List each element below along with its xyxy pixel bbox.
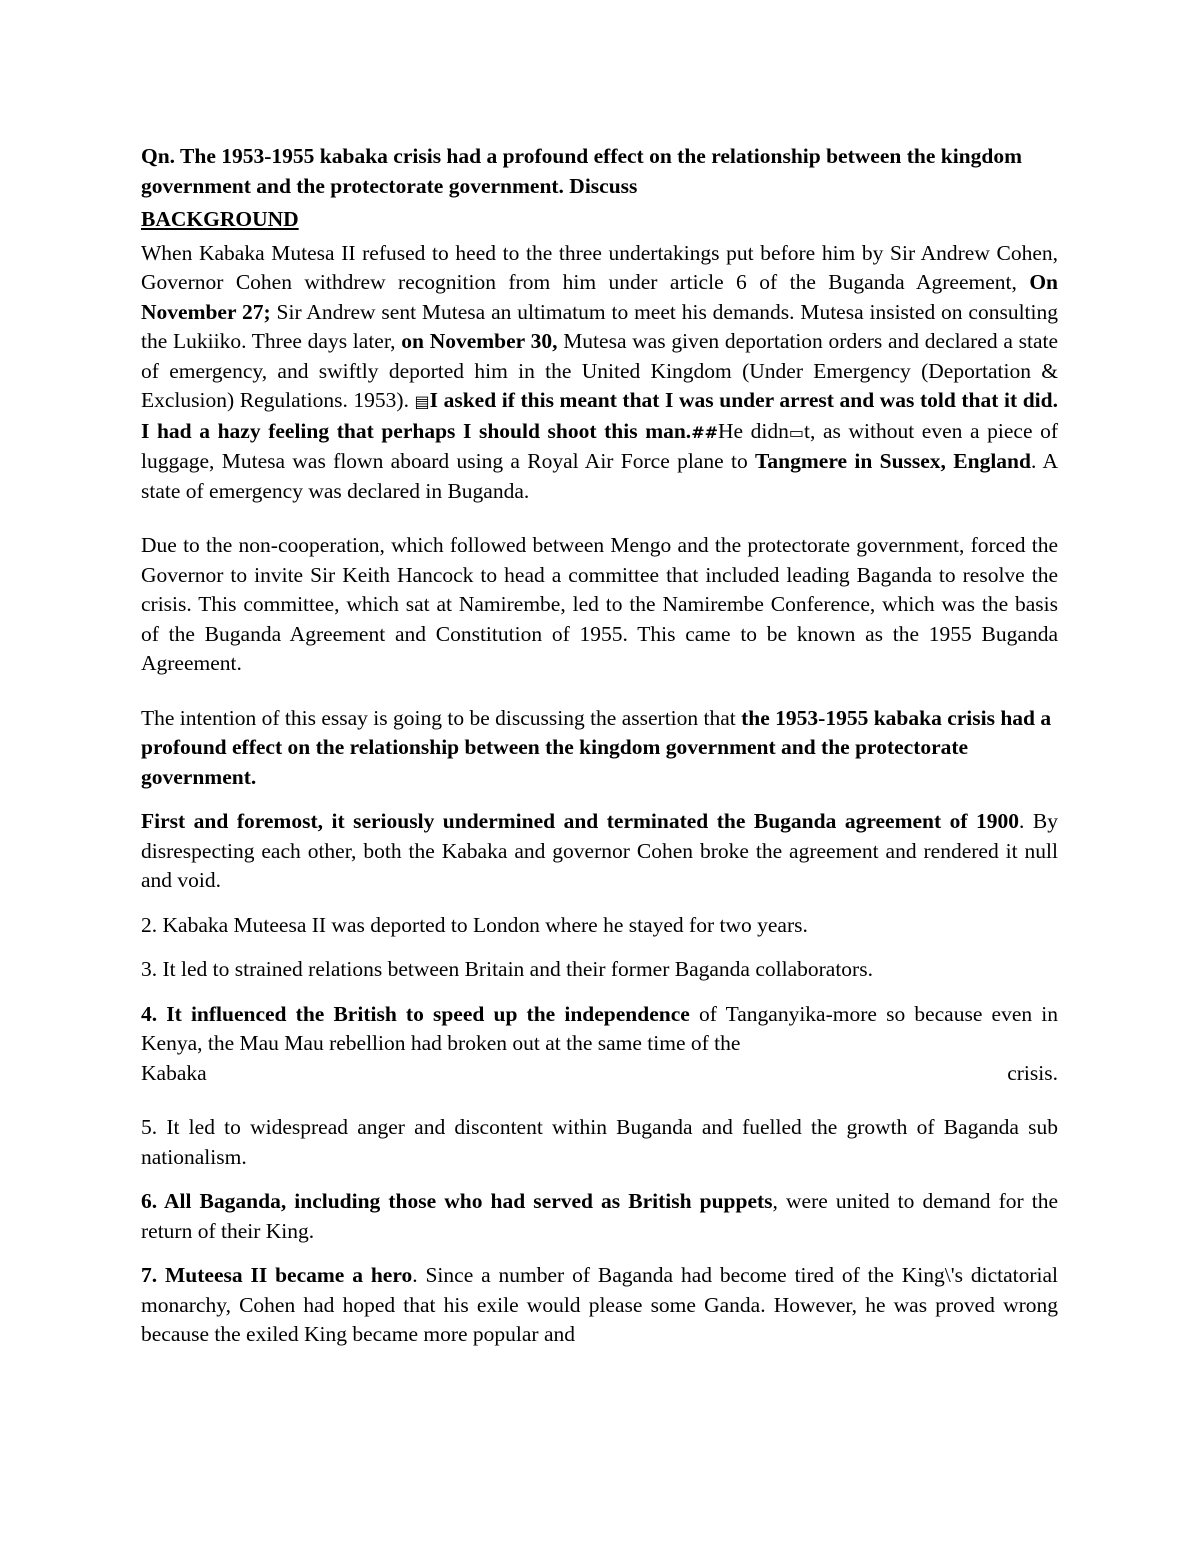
- text-run: The intention of this essay is going to be discussing the assertion that: [141, 705, 742, 730]
- text-run: . By disrespecting each other, both the Kabaka and governor Cohen broke the agreement and rendered it null and void.: [141, 809, 1059, 892]
- point-1: [141, 807, 1058, 896]
- point-4-last-line: [141, 1059, 1058, 1089]
- paragraph-intention: [141, 704, 1058, 793]
- point-6: [141, 1187, 1058, 1246]
- text-run: Mutesa was given deportation orders and declared a state of emergency, and swiftly deported him in the United Kingdom (Under Emergency (Deportation & Exclusion) Regulations. 1953).: [141, 329, 1058, 412]
- bold-run: First and foremost, it seriously undermined and terminated the Buganda agreement of 1900: [141, 809, 1020, 833]
- paragraph-non-cooperation: Due to the non-cooperation, which followed between Mengo and the protectorate government, forced the Governor to invite Sir Keith Hancock to head a committee that included leading Baganda to resolve the crisis. This committee, which sat at Namirembe, led to the Namirembe Conference, which was the basis of the Buganda Agreement and Constitution of 1955. This came to be known as the 1955 Buganda Agreement.: [141, 533, 1058, 675]
- text-run: , were united to demand for the return of their King.: [141, 1189, 1058, 1243]
- text-run: He didn: [718, 418, 789, 443]
- garbled-glyph-icon: ##: [691, 422, 718, 442]
- bold-run: on November 30,: [401, 329, 558, 353]
- point-4: [141, 1000, 1058, 1089]
- point-7: [141, 1261, 1058, 1350]
- bold-run: 4. It influenced the British to speed up the independence: [141, 1001, 690, 1026]
- text-run: Kabaka: [141, 1060, 207, 1085]
- paragraph-background: [141, 239, 1058, 507]
- bold-run: 7. Muteesa II became a hero: [141, 1263, 413, 1287]
- garbled-glyph-icon: ▭: [788, 422, 805, 442]
- quote-bold-run: I asked if this meant that I was under arrest and was told that it did. I had a hazy feeling that perhaps I should shoot this man.: [141, 388, 1058, 443]
- text-run: crisis.: [1007, 1060, 1058, 1085]
- bold-run: On November 27;: [141, 270, 1058, 324]
- text-run: . Since a number of Baganda had become tired of the King\'s dictatorial monarchy, Cohen had hoped that his exile would please some Ganda. However, he was proved wrong because the exiled King became more popular and: [141, 1263, 1059, 1346]
- text-run: When Kabaka Mutesa II refused to heed to the three undertakings put before him by Sir Andrew Cohen, Governor Cohen withdrew recognition from him under article 6 of the Buganda Agreement,: [141, 240, 1058, 294]
- text-run: t, as without even a piece of luggage, Mutesa was flown aboard using a Royal Air Force plane to: [141, 418, 1058, 473]
- question-title: Qn. The 1953-1955 kabaka crisis had a profound effect on the relationship between the kingdom government and the protectorate government. Discuss: [141, 144, 1022, 198]
- bold-run: 6. All Baganda, including those who had served as British puppets: [141, 1189, 773, 1213]
- point-2: 2. Kabaka Muteesa II was deported to London where he stayed for two years.: [141, 912, 808, 937]
- point-4-body: [141, 1000, 1058, 1059]
- garbled-glyph-icon: ▤: [414, 392, 430, 411]
- bold-run: the 1953-1955 kabaka crisis had a profound effect on the relationship between the kingdom government and the protectorate government.: [141, 705, 1052, 789]
- text-run: . A state of emergency was declared in Buganda.: [141, 449, 1059, 503]
- text-run: Sir Andrew sent Mutesa an ultimatum to meet his demands. Mutesa insisted on consulting the Lukiiko. Three days later,: [141, 299, 1059, 353]
- background-heading: BACKGROUND: [141, 207, 299, 231]
- bold-run: Tangmere in Sussex, England: [755, 449, 1031, 473]
- text-run: of Tanganyika-more so because even in Kenya, the Mau Mau rebellion had broken out at the same time of the: [141, 1001, 1058, 1055]
- point-5: 5. It led to widespread anger and discontent within Buganda and fuelled the growth of Baganda sub nationalism.: [141, 1115, 1058, 1169]
- point-3: 3. It led to strained relations between Britain and their former Baganda collaborators.: [141, 957, 873, 981]
- document-page: [141, 142, 1058, 1350]
- section-heading: [141, 205, 1058, 235]
